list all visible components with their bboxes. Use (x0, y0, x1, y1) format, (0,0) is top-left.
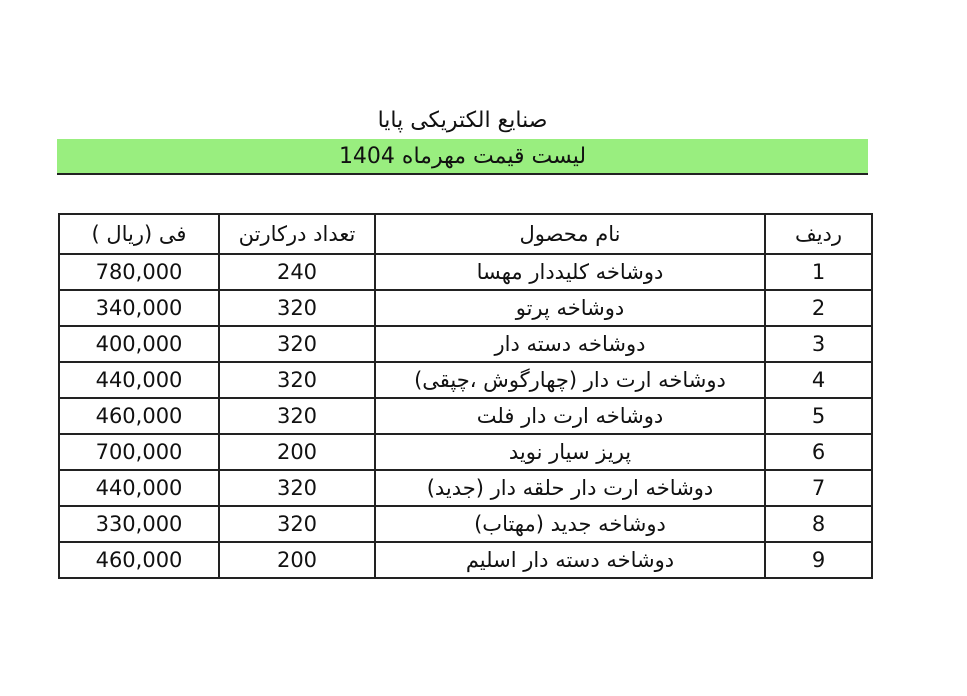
header-quantity-per-carton: تعداد درکارتن (219, 214, 375, 254)
quantity-per-carton: 320 (219, 362, 375, 398)
price-table (58, 213, 873, 579)
quantity-per-carton: 320 (219, 470, 375, 506)
quantity-per-carton: 320 (219, 290, 375, 326)
unit-price: 440,000 (59, 362, 219, 398)
product-name: دوشاخه دسته دار (375, 326, 765, 362)
product-name: دوشاخه ارت دار حلقه دار (جدید) (375, 470, 765, 506)
row-number: 8 (765, 506, 872, 542)
product-name: دوشاخه کلیددار مهسا (375, 254, 765, 290)
table-row (59, 542, 872, 578)
row-number: 1 (765, 254, 872, 290)
table-row (59, 434, 872, 470)
unit-price: 700,000 (59, 434, 219, 470)
unit-price: 340,000 (59, 290, 219, 326)
quantity-per-carton: 200 (219, 542, 375, 578)
company-title: صنایع الکتریکی پایا (377, 108, 548, 133)
row-number: 4 (765, 362, 872, 398)
unit-price: 780,000 (59, 254, 219, 290)
table-row (59, 470, 872, 506)
row-number: 5 (765, 398, 872, 434)
table-row (59, 362, 872, 398)
product-name: پریز سیار نوید (375, 434, 765, 470)
table-header-row (59, 214, 872, 254)
price-list-title: لیست قیمت مهرماه 1404 (338, 144, 587, 169)
table-row (59, 326, 872, 362)
row-number: 9 (765, 542, 872, 578)
quantity-per-carton: 200 (219, 434, 375, 470)
row-number: 6 (765, 434, 872, 470)
product-name: دوشاخه پرتو (375, 290, 765, 326)
table-row (59, 398, 872, 434)
price-list-title-band (57, 139, 868, 175)
table-row (59, 506, 872, 542)
header-radif: ردیف (765, 214, 872, 254)
unit-price: 460,000 (59, 542, 219, 578)
quantity-per-carton: 320 (219, 398, 375, 434)
product-name: دوشاخه دسته دار اسلیم (375, 542, 765, 578)
header-unit-price: فی (ریال ) (59, 214, 219, 254)
quantity-per-carton: 320 (219, 326, 375, 362)
unit-price: 440,000 (59, 470, 219, 506)
row-number: 3 (765, 326, 872, 362)
unit-price: 460,000 (59, 398, 219, 434)
table-row (59, 290, 872, 326)
unit-price: 330,000 (59, 506, 219, 542)
row-number: 7 (765, 470, 872, 506)
row-number: 2 (765, 290, 872, 326)
product-name: دوشاخه ارت دار (چهارگوش ،چپقی) (375, 362, 765, 398)
unit-price: 400,000 (59, 326, 219, 362)
header-product-name: نام محصول (375, 214, 765, 254)
quantity-per-carton: 320 (219, 506, 375, 542)
product-name: دوشاخه جدید (مهتاب) (375, 506, 765, 542)
table-row (59, 254, 872, 290)
quantity-per-carton: 240 (219, 254, 375, 290)
product-name: دوشاخه ارت دار فلت (375, 398, 765, 434)
